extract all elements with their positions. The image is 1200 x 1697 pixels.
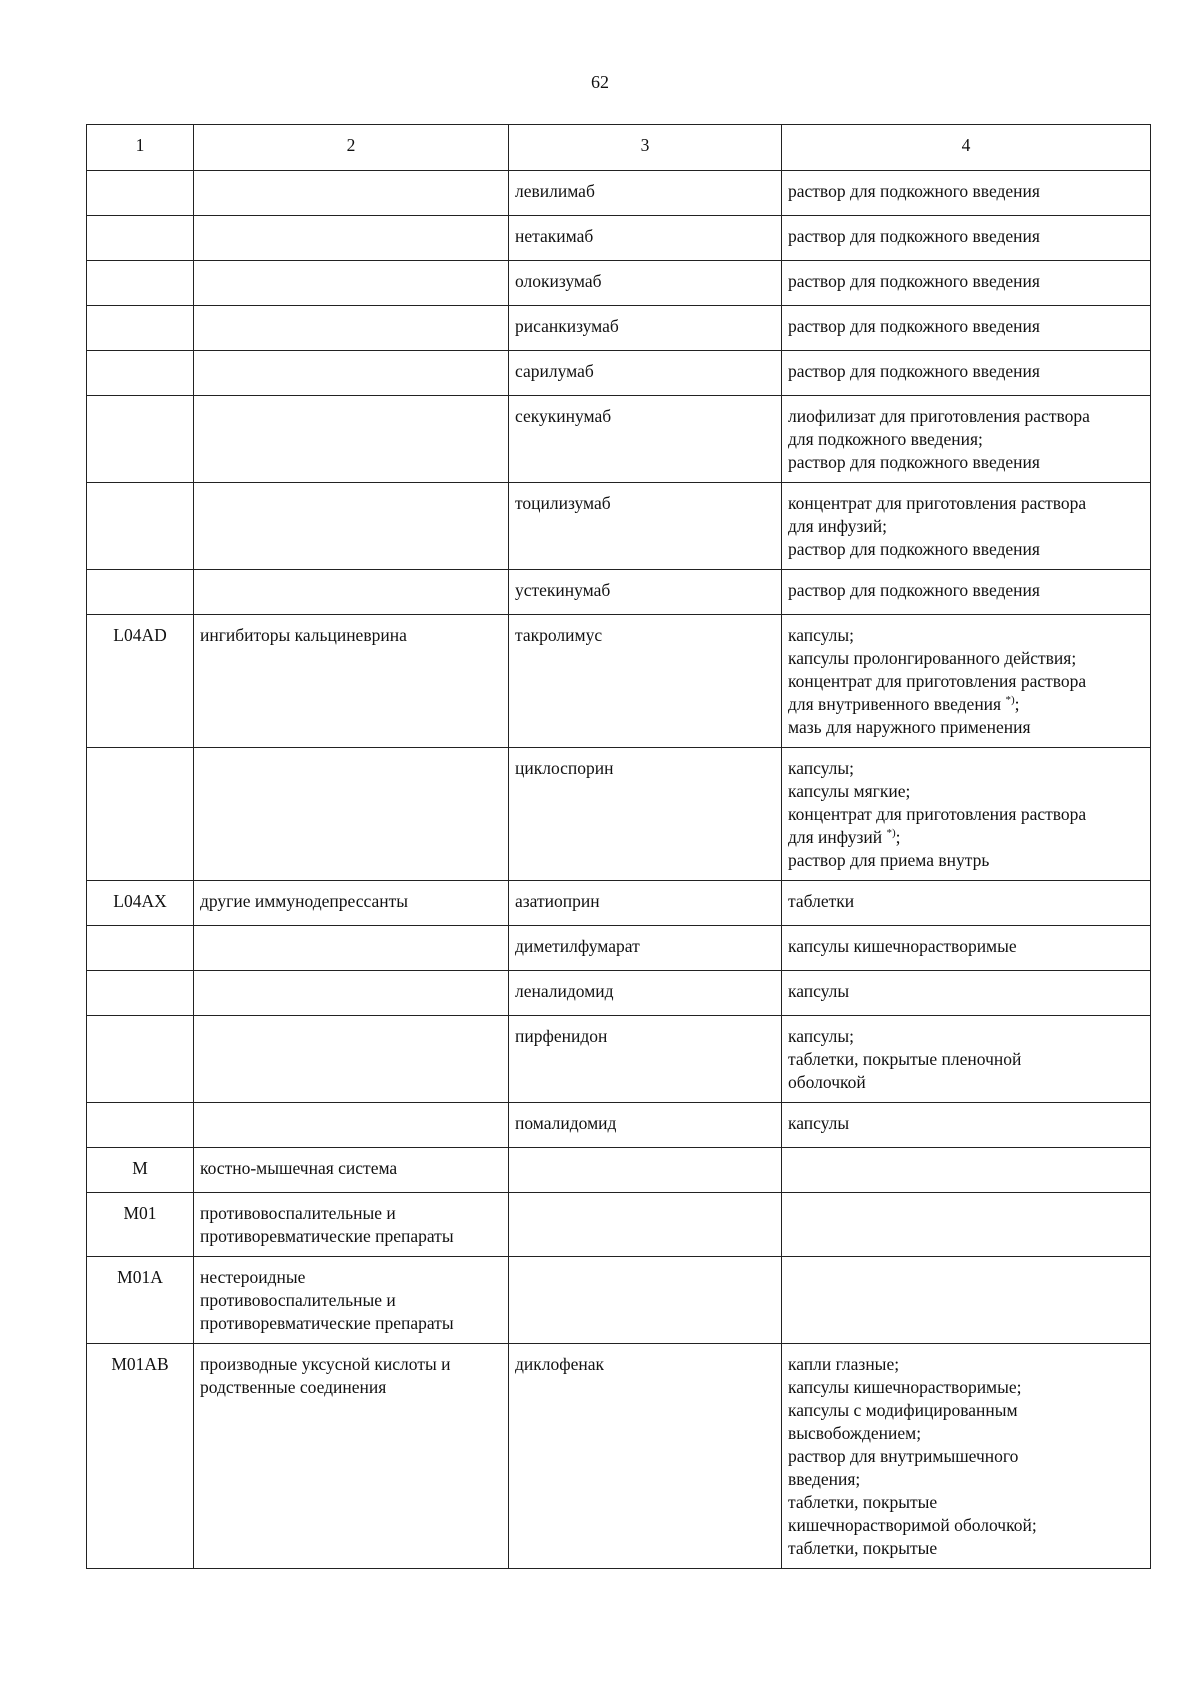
drug-name: леналидомид: [509, 971, 782, 1016]
table-row: [87, 483, 1151, 570]
table-row: [87, 971, 1151, 1016]
dosage-form: раствор для подкожного введения: [782, 171, 1151, 216]
dosage-form: раствор для подкожного введения: [782, 306, 1151, 351]
dosage-form-text: капсулы; капсулы пролонгированного действия; концентрат для приготовления раствора для внутривенного введения: [788, 625, 1087, 714]
drug-name: сарилумаб: [509, 351, 782, 396]
atc-code: [87, 1016, 194, 1103]
drug-name: такролимус: [509, 615, 782, 748]
table-row: [87, 1344, 1151, 1569]
atc-code: [87, 570, 194, 615]
table-row: [87, 306, 1151, 351]
atc-code: [87, 306, 194, 351]
dosage-form: [782, 1193, 1151, 1257]
atc-code: [87, 261, 194, 306]
group-name: ингибиторы кальциневрина: [194, 615, 509, 748]
drug-name: азатиоприн: [509, 881, 782, 926]
atc-code: [87, 351, 194, 396]
group-name: [194, 1016, 509, 1103]
drug-name: [509, 1193, 782, 1257]
group-name: [194, 483, 509, 570]
group-name: производные уксусной кислоты и родственные соединения: [194, 1344, 509, 1569]
dosage-form-text: ; мазь для наружного применения: [788, 694, 1031, 737]
table-row: [87, 1257, 1151, 1344]
drug-name: пирфенидон: [509, 1016, 782, 1103]
drug-name: [509, 1257, 782, 1344]
drug-name: диметилфумарат: [509, 926, 782, 971]
table-row: [87, 1148, 1151, 1193]
column-header-1: 1: [87, 125, 194, 171]
atc-code: M01AB: [87, 1344, 194, 1569]
dosage-form: капсулы: [782, 1103, 1151, 1148]
atc-code: [87, 483, 194, 570]
group-name: другие иммунодепрессанты: [194, 881, 509, 926]
dosage-form: [782, 1148, 1151, 1193]
drug-name: устекинумаб: [509, 570, 782, 615]
group-name: [194, 306, 509, 351]
group-name: [194, 971, 509, 1016]
group-name: [194, 926, 509, 971]
group-name: [194, 396, 509, 483]
atc-code: L04AD: [87, 615, 194, 748]
group-name: нестероидные противовоспалительные и противоревматические препараты: [194, 1257, 509, 1344]
drug-name: помалидомид: [509, 1103, 782, 1148]
column-header-3: 3: [509, 125, 782, 171]
footnote-marker: *): [1005, 694, 1015, 707]
dosage-form: раствор для подкожного введения: [782, 216, 1151, 261]
dosage-form: раствор для подкожного введения: [782, 570, 1151, 615]
drug-name: нетакимаб: [509, 216, 782, 261]
table-row: [87, 171, 1151, 216]
group-name: [194, 748, 509, 881]
dosage-form: капли глазные; капсулы кишечнорастворимые; капсулы с модифицированным высвобождением; раствор для внутримышечного введения; таблетки, покрытые кишечнорастворимой оболочкой; таблетки, покрытые: [782, 1344, 1151, 1569]
table-row: [87, 748, 1151, 881]
table-row: [87, 1193, 1151, 1257]
drug-name: диклофенак: [509, 1344, 782, 1569]
dosage-form: лиофилизат для приготовления раствора для подкожного введения; раствор для подкожного введения: [782, 396, 1151, 483]
dosage-form: капсулы; таблетки, покрытые пленочной оболочкой: [782, 1016, 1151, 1103]
atc-code: [87, 216, 194, 261]
atc-code: [87, 171, 194, 216]
table-row: [87, 261, 1151, 306]
atc-code: [87, 926, 194, 971]
table-row: [87, 881, 1151, 926]
group-name: костно-мышечная система: [194, 1148, 509, 1193]
atc-code: [87, 971, 194, 1016]
atc-code: L04AX: [87, 881, 194, 926]
group-name: [194, 216, 509, 261]
dosage-form: концентрат для приготовления раствора для инфузий; раствор для подкожного введения: [782, 483, 1151, 570]
dosage-form: раствор для подкожного введения: [782, 351, 1151, 396]
dosage-form: таблетки: [782, 881, 1151, 926]
drug-name: циклоспорин: [509, 748, 782, 881]
dosage-form: капсулы кишечнорастворимые: [782, 926, 1151, 971]
drug-name: секукинумаб: [509, 396, 782, 483]
dosage-form: раствор для подкожного введения: [782, 261, 1151, 306]
table-row: [87, 615, 1151, 748]
drug-name: [509, 1148, 782, 1193]
atc-code: [87, 396, 194, 483]
table-row: [87, 351, 1151, 396]
table-row: [87, 216, 1151, 261]
atc-code: [87, 748, 194, 881]
group-name: [194, 351, 509, 396]
drug-table: [86, 124, 1151, 1569]
group-name: [194, 570, 509, 615]
table-row: [87, 926, 1151, 971]
dosage-form: [782, 748, 1151, 881]
table-header-row: [87, 125, 1151, 171]
table-row: [87, 1016, 1151, 1103]
column-header-4: 4: [782, 125, 1151, 171]
dosage-form: [782, 615, 1151, 748]
atc-code: [87, 1103, 194, 1148]
drug-name: олокизумаб: [509, 261, 782, 306]
group-name: [194, 1103, 509, 1148]
table-row: [87, 570, 1151, 615]
drug-name: рисанкизумаб: [509, 306, 782, 351]
atc-code: M: [87, 1148, 194, 1193]
dosage-form-text: ; раствор для приема внутрь: [788, 827, 990, 870]
dosage-form: [782, 1257, 1151, 1344]
column-header-2: 2: [194, 125, 509, 171]
dosage-form-text: капсулы; капсулы мягкие; концентрат для приготовления раствора для инфузий: [788, 758, 1087, 847]
group-name: противовоспалительные и противоревматические препараты: [194, 1193, 509, 1257]
table-row: [87, 396, 1151, 483]
group-name: [194, 171, 509, 216]
atc-code: M01: [87, 1193, 194, 1257]
table-row: [87, 1103, 1151, 1148]
page-number: 62: [591, 72, 609, 92]
drug-name: левилимаб: [509, 171, 782, 216]
atc-code: M01A: [87, 1257, 194, 1344]
group-name: [194, 261, 509, 306]
dosage-form: капсулы: [782, 971, 1151, 1016]
footnote-marker: *): [886, 827, 896, 840]
drug-name: тоцилизумаб: [509, 483, 782, 570]
